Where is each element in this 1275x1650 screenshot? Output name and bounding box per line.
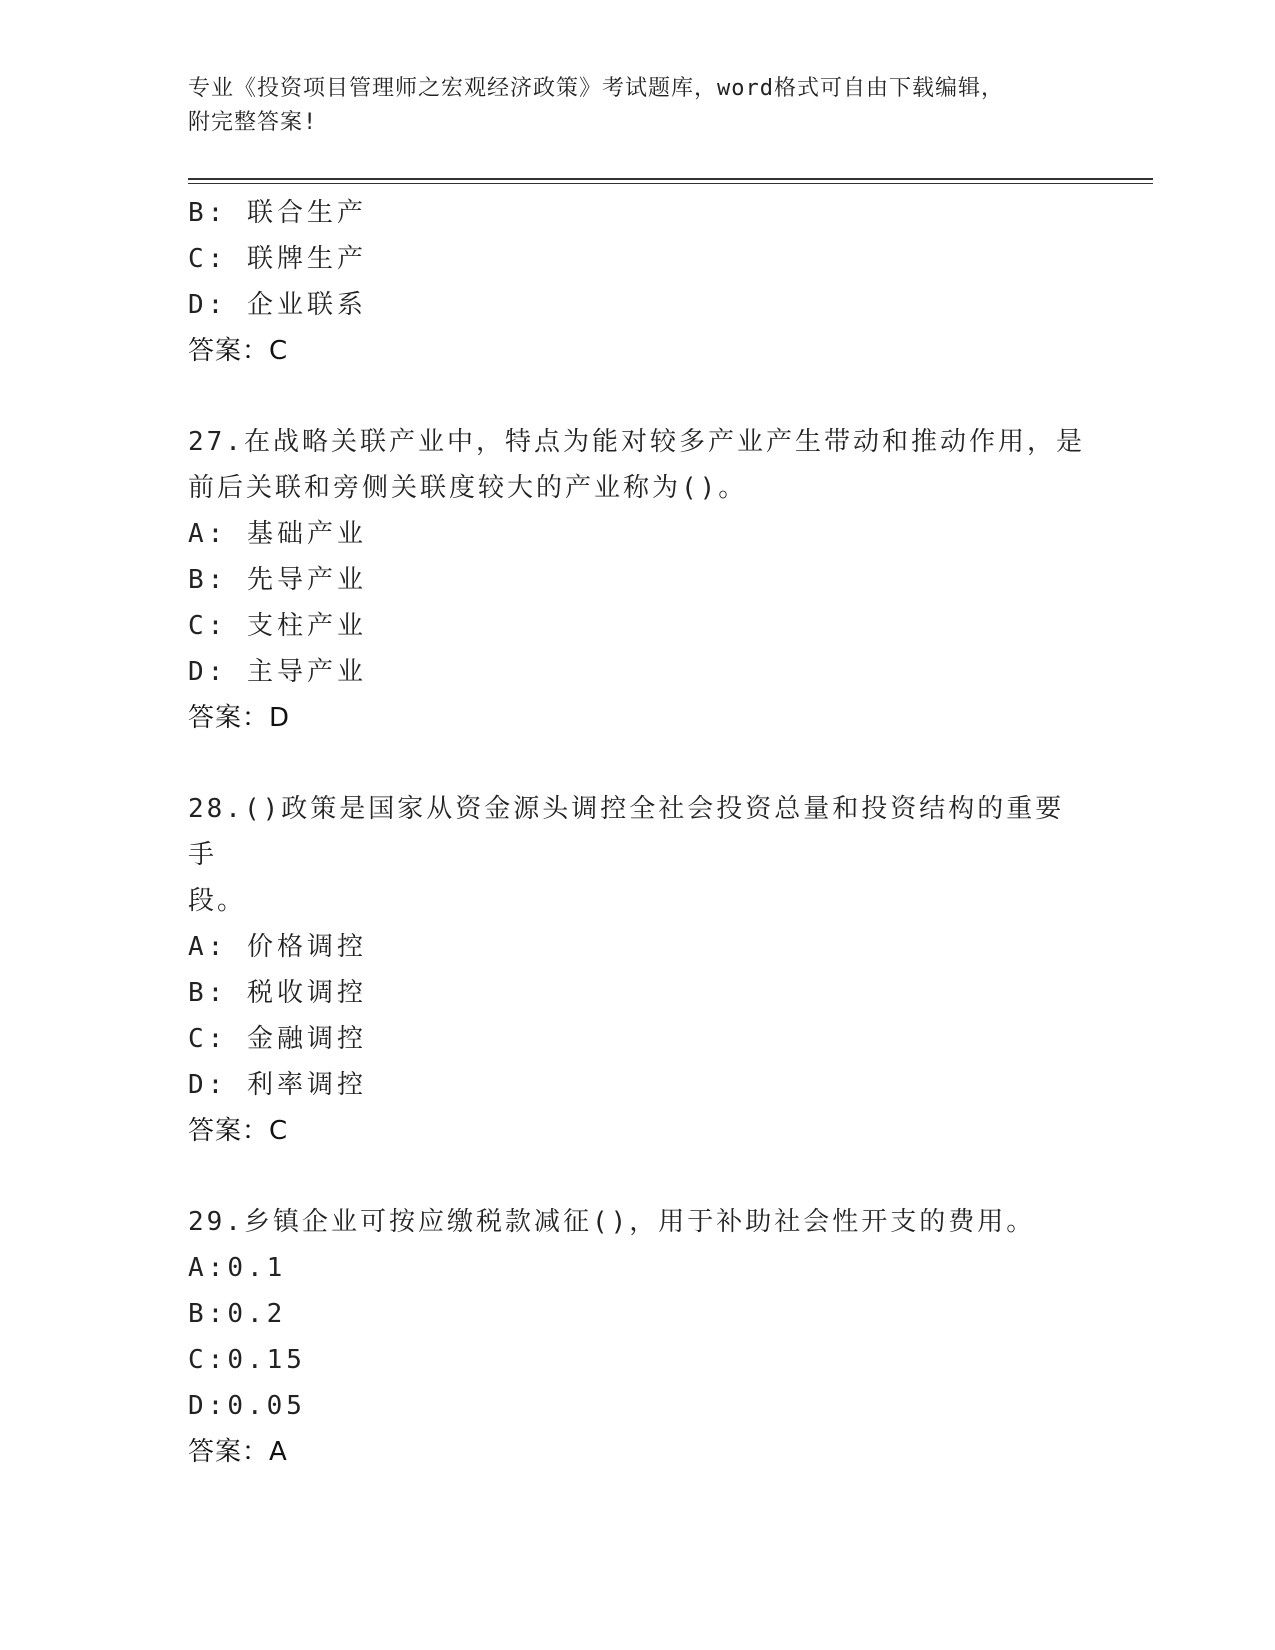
option-letter: D: — [188, 1070, 228, 1100]
option-letter: A: — [188, 932, 228, 962]
option-letter: C: — [188, 244, 228, 274]
question-29 — [188, 1199, 1088, 1475]
header-line-1: 专业《投资项目管理师之宏观经济政策》考试题库，word格式可自由下载编辑， — [188, 76, 1004, 101]
option-text: 0.15 — [227, 1345, 306, 1375]
question-27 — [188, 419, 1088, 741]
option-text: 0.05 — [227, 1391, 306, 1421]
option-letter: D: — [188, 290, 228, 320]
answer-line: 答案：A — [188, 1437, 288, 1467]
question-28 — [188, 786, 1088, 1154]
option-a — [188, 511, 1088, 557]
option-a — [188, 924, 1088, 970]
option-c — [188, 603, 1088, 649]
option-text: 基础产业 — [246, 519, 367, 549]
option-text: 主导产业 — [246, 657, 367, 687]
answer-line: 答案：C — [188, 1116, 289, 1146]
question-stem — [188, 419, 1088, 511]
stem-line-1: 27.在战略关联产业中，特点为能对较多产业产生带动和推动作用，是 — [188, 427, 1085, 457]
option-text: 联合生产 — [246, 198, 367, 228]
option-text: 金融调控 — [246, 1024, 367, 1054]
stem-line-2: 前后关联和旁侧关联度较大的产业称为()。 — [188, 473, 748, 503]
question-26-tail — [188, 190, 1088, 374]
answer-line: 答案：C — [188, 336, 289, 366]
header-divider-thin — [188, 183, 1153, 184]
option-b — [188, 557, 1088, 603]
option-letter: B: — [188, 198, 228, 228]
option-c — [188, 1016, 1088, 1062]
option-text: 企业联系 — [246, 290, 367, 320]
option-d — [188, 1383, 1088, 1429]
document-header — [188, 72, 1088, 140]
stem-line-2: 段。 — [188, 886, 247, 916]
option-text: 支柱产业 — [246, 611, 367, 641]
option-letter: A: — [188, 519, 228, 549]
option-text: 利率调控 — [246, 1070, 367, 1100]
option-letter: C: — [188, 1345, 228, 1375]
option-d — [188, 282, 1088, 328]
answer-line: 答案：D — [188, 703, 291, 733]
question-stem — [188, 1199, 1088, 1245]
question-content — [188, 190, 1088, 1475]
option-letter: D: — [188, 657, 228, 687]
option-d — [188, 649, 1088, 695]
option-text: 先导产业 — [246, 565, 367, 595]
option-d — [188, 1062, 1088, 1108]
option-letter: A: — [188, 1253, 228, 1283]
option-text: 0.2 — [227, 1299, 287, 1329]
option-c — [188, 236, 1088, 282]
option-letter: D: — [188, 1391, 228, 1421]
option-letter: C: — [188, 1024, 228, 1054]
option-text: 联牌生产 — [246, 244, 367, 274]
option-text: 价格调控 — [246, 932, 367, 962]
option-letter: B: — [188, 1299, 228, 1329]
option-letter: B: — [188, 565, 228, 595]
option-c — [188, 1337, 1088, 1383]
stem-line-1: 28.()政策是国家从资金源头调控全社会投资总量和投资结构的重要手 — [188, 794, 1065, 870]
option-a — [188, 1245, 1088, 1291]
option-letter: C: — [188, 611, 228, 641]
option-text: 0.1 — [227, 1253, 287, 1283]
stem-line-1: 29.乡镇企业可按应缴税款减征()，用于补助社会性开支的费用。 — [188, 1207, 1036, 1237]
option-b — [188, 1291, 1088, 1337]
option-letter: B: — [188, 978, 228, 1008]
question-stem — [188, 786, 1088, 924]
header-divider-thick — [188, 178, 1153, 180]
option-b — [188, 190, 1088, 236]
header-line-2: 附完整答案! — [188, 110, 318, 135]
option-b — [188, 970, 1088, 1016]
option-text: 税收调控 — [246, 978, 367, 1008]
